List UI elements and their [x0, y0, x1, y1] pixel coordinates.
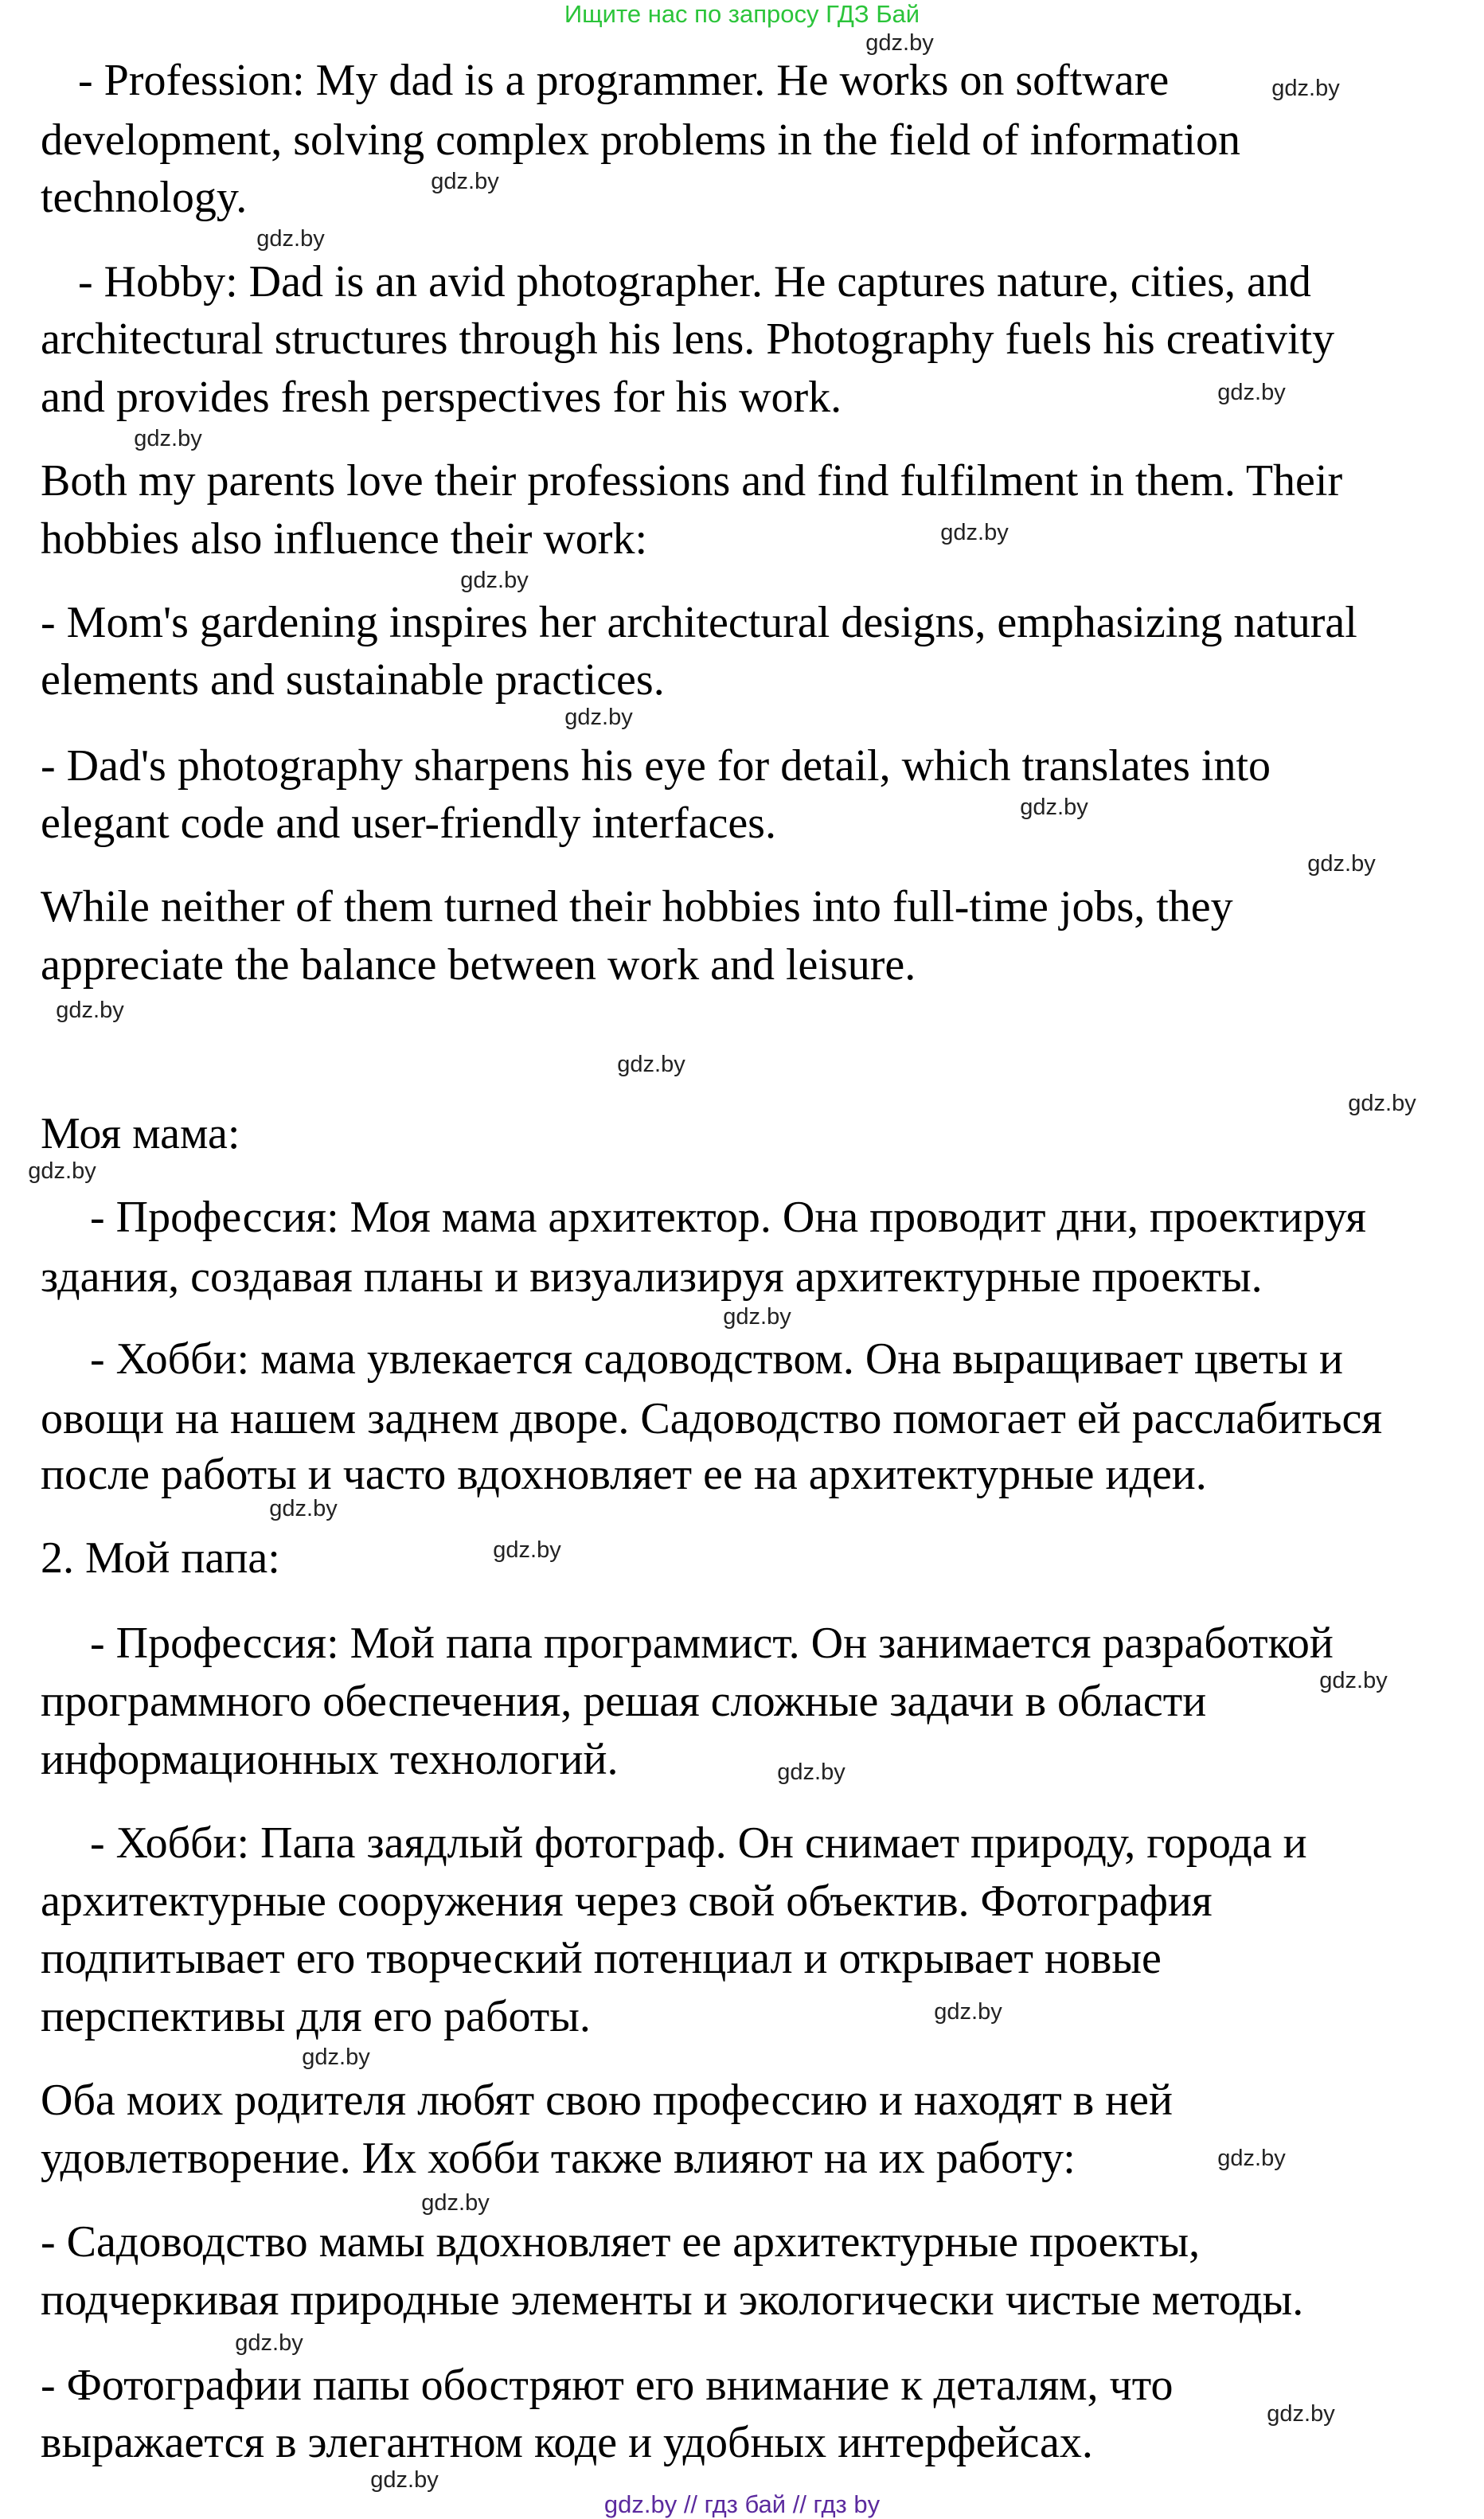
text-line: после работы и часто вдохновляет ее на архитектурные идеи. [41, 1450, 1207, 1499]
text-line: - Фотографии папы обостряют его внимание к деталям, что [41, 2361, 1174, 2410]
watermark: gdz.by [28, 1158, 96, 1184]
watermark: gdz.by [1348, 1091, 1416, 1116]
watermark: gdz.by [431, 169, 499, 194]
footer-links-text[interactable]: gdz.by // гдз бай // гдз by [603, 2490, 881, 2518]
text-line: - Профессия: Моя мама архитектор. Она проводит дни, проектируя [90, 1193, 1366, 1242]
watermark: gdz.by [723, 1304, 791, 1330]
text-line: - Dad's photography sharpens his eye for detail, which translates into [41, 741, 1271, 791]
watermark: gdz.by [56, 998, 124, 1023]
text-line: информационных технологий. [41, 1735, 619, 1784]
watermark: gdz.by [940, 520, 1009, 545]
text-line: - Mom's gardening inspires her architectural designs, emphasizing natural [41, 598, 1357, 647]
text-line: овощи на нашем заднем дворе. Садоводство помогает ей расслабиться [41, 1394, 1383, 1443]
watermark: gdz.by [421, 2190, 490, 2216]
watermark: gdz.by [1217, 2146, 1286, 2171]
text-line: выражается в элегантном коде и удобных интерфейсах. [41, 2418, 1093, 2467]
text-line: technology. [41, 173, 248, 222]
watermark: gdz.by [1020, 795, 1088, 820]
watermark: gdz.by [235, 2330, 303, 2356]
text-line: подчеркивая природные элементы и экологически чистые методы. [41, 2275, 1304, 2325]
watermark: gdz.by [460, 568, 529, 593]
text-line: development, solving complex problems in the field of information [41, 115, 1241, 165]
watermark: gdz.by [302, 2044, 370, 2070]
text-line: - Профессия: Мой папа программист. Он занимается разработкой [90, 1619, 1334, 1668]
text-line: архитектурные сооружения через свой объектив. Фотография [41, 1877, 1213, 1926]
text-line: Both my parents love their professions and find fulfilment in them. Their [41, 456, 1343, 506]
text-line: appreciate the balance between work and leisure. [41, 940, 916, 990]
text-line: перспективы для его работы. [41, 1992, 591, 2041]
watermark: gdz.by [564, 705, 633, 730]
text-line: - Profession: My dad is a programmer. He works on software [78, 56, 1170, 105]
search-hint-banner [0, 0, 1484, 29]
text-line: Моя мама: [41, 1109, 240, 1158]
watermark: gdz.by [1217, 380, 1286, 405]
watermark: gdz.by [493, 1537, 561, 1563]
watermark: gdz.by [1307, 851, 1376, 877]
text-line: elements and sustainable practices. [41, 655, 665, 705]
text-line: 2. Мой папа: [41, 1533, 280, 1583]
text-line: подпитывает его творческий потенциал и открывает новые [41, 1934, 1162, 1983]
text-line: Оба моих родителя любят свою профессию и находят в ней [41, 2076, 1173, 2125]
text-line: - Хобби: мама увлекается садоводством. Она выращивает цветы и [90, 1334, 1343, 1384]
footer-links [0, 2490, 1484, 2519]
watermark: gdz.by [256, 226, 325, 252]
text-line: удовлетворение. Их хобби также влияют на их работу: [41, 2134, 1076, 2183]
search-hint-text: Ищите нас по запросу ГДЗ Бай [564, 0, 920, 28]
text-line: - Хобби: Папа заядлый фотограф. Он снимает природу, города и [90, 1818, 1307, 1868]
watermark: gdz.by [1319, 1668, 1388, 1693]
text-line: - Садоводство мамы вдохновляет ее архитектурные проекты, [41, 2217, 1201, 2267]
text-line: architectural structures through his lens. Photography fuels his creativity [41, 314, 1335, 364]
watermark: gdz.by [1267, 2401, 1335, 2427]
watermark: gdz.by [934, 1999, 1002, 2025]
watermark: gdz.by [865, 30, 934, 56]
watermark: gdz.by [370, 2467, 439, 2493]
text-line: hobbies also influence their work: [41, 514, 648, 564]
text-line: elegant code and user-friendly interfaces. [41, 799, 776, 848]
watermark: gdz.by [269, 1496, 338, 1521]
text-line: and provides fresh perspectives for his work. [41, 373, 842, 422]
text-line: - Hobby: Dad is an avid photographer. He captures nature, cities, and [78, 257, 1311, 307]
text-line: While neither of them turned their hobbies into full-time jobs, they [41, 882, 1233, 931]
watermark: gdz.by [1271, 76, 1340, 101]
watermark: gdz.by [617, 1052, 685, 1077]
watermark: gdz.by [134, 426, 202, 451]
watermark: gdz.by [777, 1759, 845, 1785]
text-line: программного обеспечения, решая сложные задачи в области [41, 1677, 1207, 1726]
text-line: здания, создавая планы и визуализируя архитектурные проекты. [41, 1252, 1263, 1302]
